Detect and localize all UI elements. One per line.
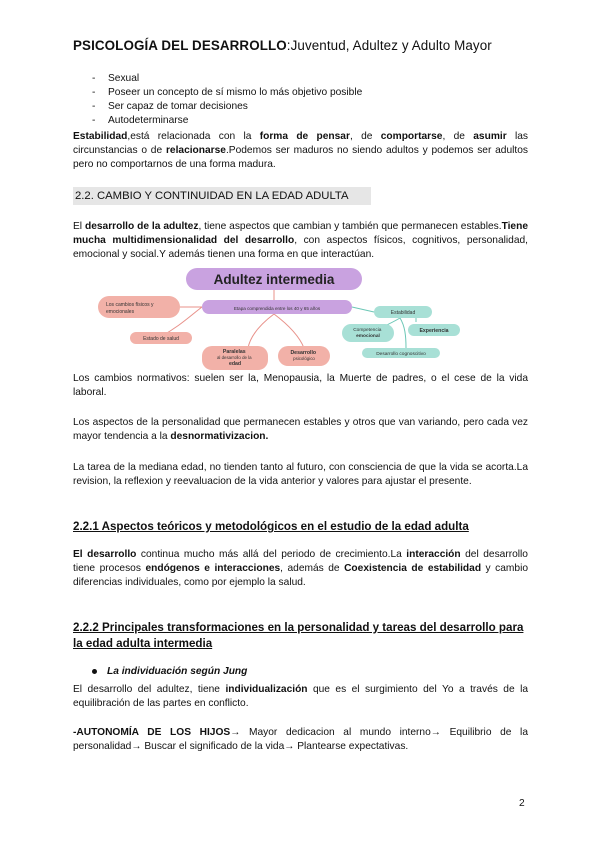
bullet-text: La individuación según Jung <box>107 666 248 677</box>
text: El <box>73 221 85 232</box>
term: individualización <box>225 684 308 695</box>
term: -AUTONOMÍA DE LOS HIJOS <box>73 727 231 738</box>
bullet-jung <box>92 666 247 677</box>
header-title-bold: PSICOLOGÍA DEL DESARROLLO <box>73 38 287 53</box>
connector-line <box>400 318 406 348</box>
text: , con aspectos físicos, cognitivos, personalidad, emocional y social.Y además tienen una forma en que interactúan. <box>73 235 528 260</box>
text: , de <box>349 131 381 142</box>
paragraph-desarrollo-2 <box>73 548 528 590</box>
paragraph-cambios: Los cambios normativos: suelen ser la, Menopausia, la Muerte de padres, o el cese de la vida laboral. <box>73 373 528 398</box>
header-title-rest: :Juventud, Adultez y Adulto Mayor <box>286 38 492 53</box>
text: las circunstancias o de <box>73 131 529 156</box>
bullet-icon <box>92 669 97 674</box>
text: y cambio diferencias individuales, como por ejemplo la salud. <box>73 563 528 588</box>
paragraph-autonomia <box>73 726 528 754</box>
text: continua mucho más allá del periodo de crecimiento.La <box>136 549 407 560</box>
diagram-right4-label: Desarrollo cognoscitivo <box>376 352 426 357</box>
term: asumir <box>473 131 507 142</box>
text: Los aspectos de la personalidad que permanecen estables y otros que van variando, pero cada vez mayor tendencia a la <box>73 417 528 442</box>
page-number: 2 <box>519 798 525 809</box>
paragraph-desarrollo <box>73 220 528 262</box>
text: .Podemos ser maduros no siendo adultos y podemos ser adultos pero no comportarnos de una forma madura. <box>73 145 528 170</box>
connector-line <box>352 307 374 312</box>
label-fragment: Paralelas <box>222 349 246 355</box>
connector-line <box>274 314 304 348</box>
section-heading-2-2-1: 2.2.1 Aspectos teóricos y metodológicos en el estudio de la edad adulta <box>73 520 469 533</box>
list-item: - Ser capaz de tomar decisiones <box>92 100 362 114</box>
paragraph-tarea: La tarea de la mediana edad, no tienden tanto al futuro, con consciencia de que la vida se acorta.La revision, la reflexion y reevaluacion de la vida anterior y valores para ajustar el presente. <box>73 462 528 487</box>
term: endógenos e interacciones <box>145 563 281 574</box>
text: → Mayor dedicacion al mundo interno→ Equilibrio de la personalidad→ Buscar el significado de la vida→ Plantearse expectativas. <box>73 727 528 752</box>
diagram-title: Adultez intermedia <box>213 272 335 287</box>
diagram-center-label: Etapa comprendida entre los 40 y 65 años <box>233 306 321 311</box>
label-fragment: psicológico <box>293 356 315 361</box>
term: forma de pensar <box>259 131 350 142</box>
diagram-right3-label: Experiencia <box>419 328 449 334</box>
list-item: - Poseer un concepto de sí mismo lo más objetivo posible <box>92 86 362 100</box>
connector-line <box>248 314 274 348</box>
term: Tiene mucha multidimensionalidad del desarrollo <box>73 221 528 246</box>
label-fragment: al desarrollo de la <box>216 355 252 360</box>
text: ,está relacionada con la <box>127 131 260 142</box>
term: interacción <box>406 549 461 560</box>
text: del desarrollo tiene procesos <box>73 549 528 574</box>
diagram-bottom2-label <box>290 350 317 361</box>
term: Coexistencia de estabilidad <box>344 563 482 574</box>
traits-list <box>92 72 362 128</box>
list-item: - Autodeterminarse <box>92 114 362 128</box>
text: , tiene aspectos que cambian y también que permanecen estables. <box>198 221 502 232</box>
concept-map <box>90 266 510 372</box>
term: El desarrollo <box>73 549 137 560</box>
paragraph-estabilidad <box>73 130 528 172</box>
label-fragment: emocionales <box>106 309 135 315</box>
paragraph-individuacion <box>73 683 528 711</box>
text: , de <box>442 131 474 142</box>
term: relacionarse <box>165 145 226 156</box>
label-fragment: edad <box>228 361 242 367</box>
diagram-left2-label: Estado de salud <box>143 336 179 342</box>
term: Estabilidad <box>73 131 128 142</box>
label-fragment: emocional <box>356 334 380 339</box>
text: que es el surgimiento del Yo a través de la equilibración de las partes en conflicto. <box>73 684 528 709</box>
text: , además de <box>280 563 345 574</box>
list-item: - Sexual <box>92 72 362 86</box>
section-heading-2-2: 2.2. CAMBIO Y CONTINUIDAD EN LA EDAD ADULTA <box>73 187 371 205</box>
diagram-node-right2 <box>342 324 394 342</box>
section-heading-2-2-2: 2.2.2 Principales transformaciones en la personalidad y tareas del desarrollo para la edad adulta intermedia <box>73 621 524 650</box>
label-fragment: Los cambios físicos y <box>106 302 154 308</box>
term: comportarse <box>380 131 443 142</box>
label-fragment: Desarrollo <box>290 350 317 356</box>
term: desnormativizacion. <box>170 431 269 442</box>
diagram-right1-label: Estabilidad <box>390 310 416 316</box>
paragraph-aspectos <box>73 416 528 444</box>
label-fragment: Competencia <box>353 328 382 333</box>
term: desarrollo de la adultez <box>84 221 199 232</box>
document-header <box>73 38 543 53</box>
text: El desarrollo del adultez, tiene <box>73 684 226 695</box>
